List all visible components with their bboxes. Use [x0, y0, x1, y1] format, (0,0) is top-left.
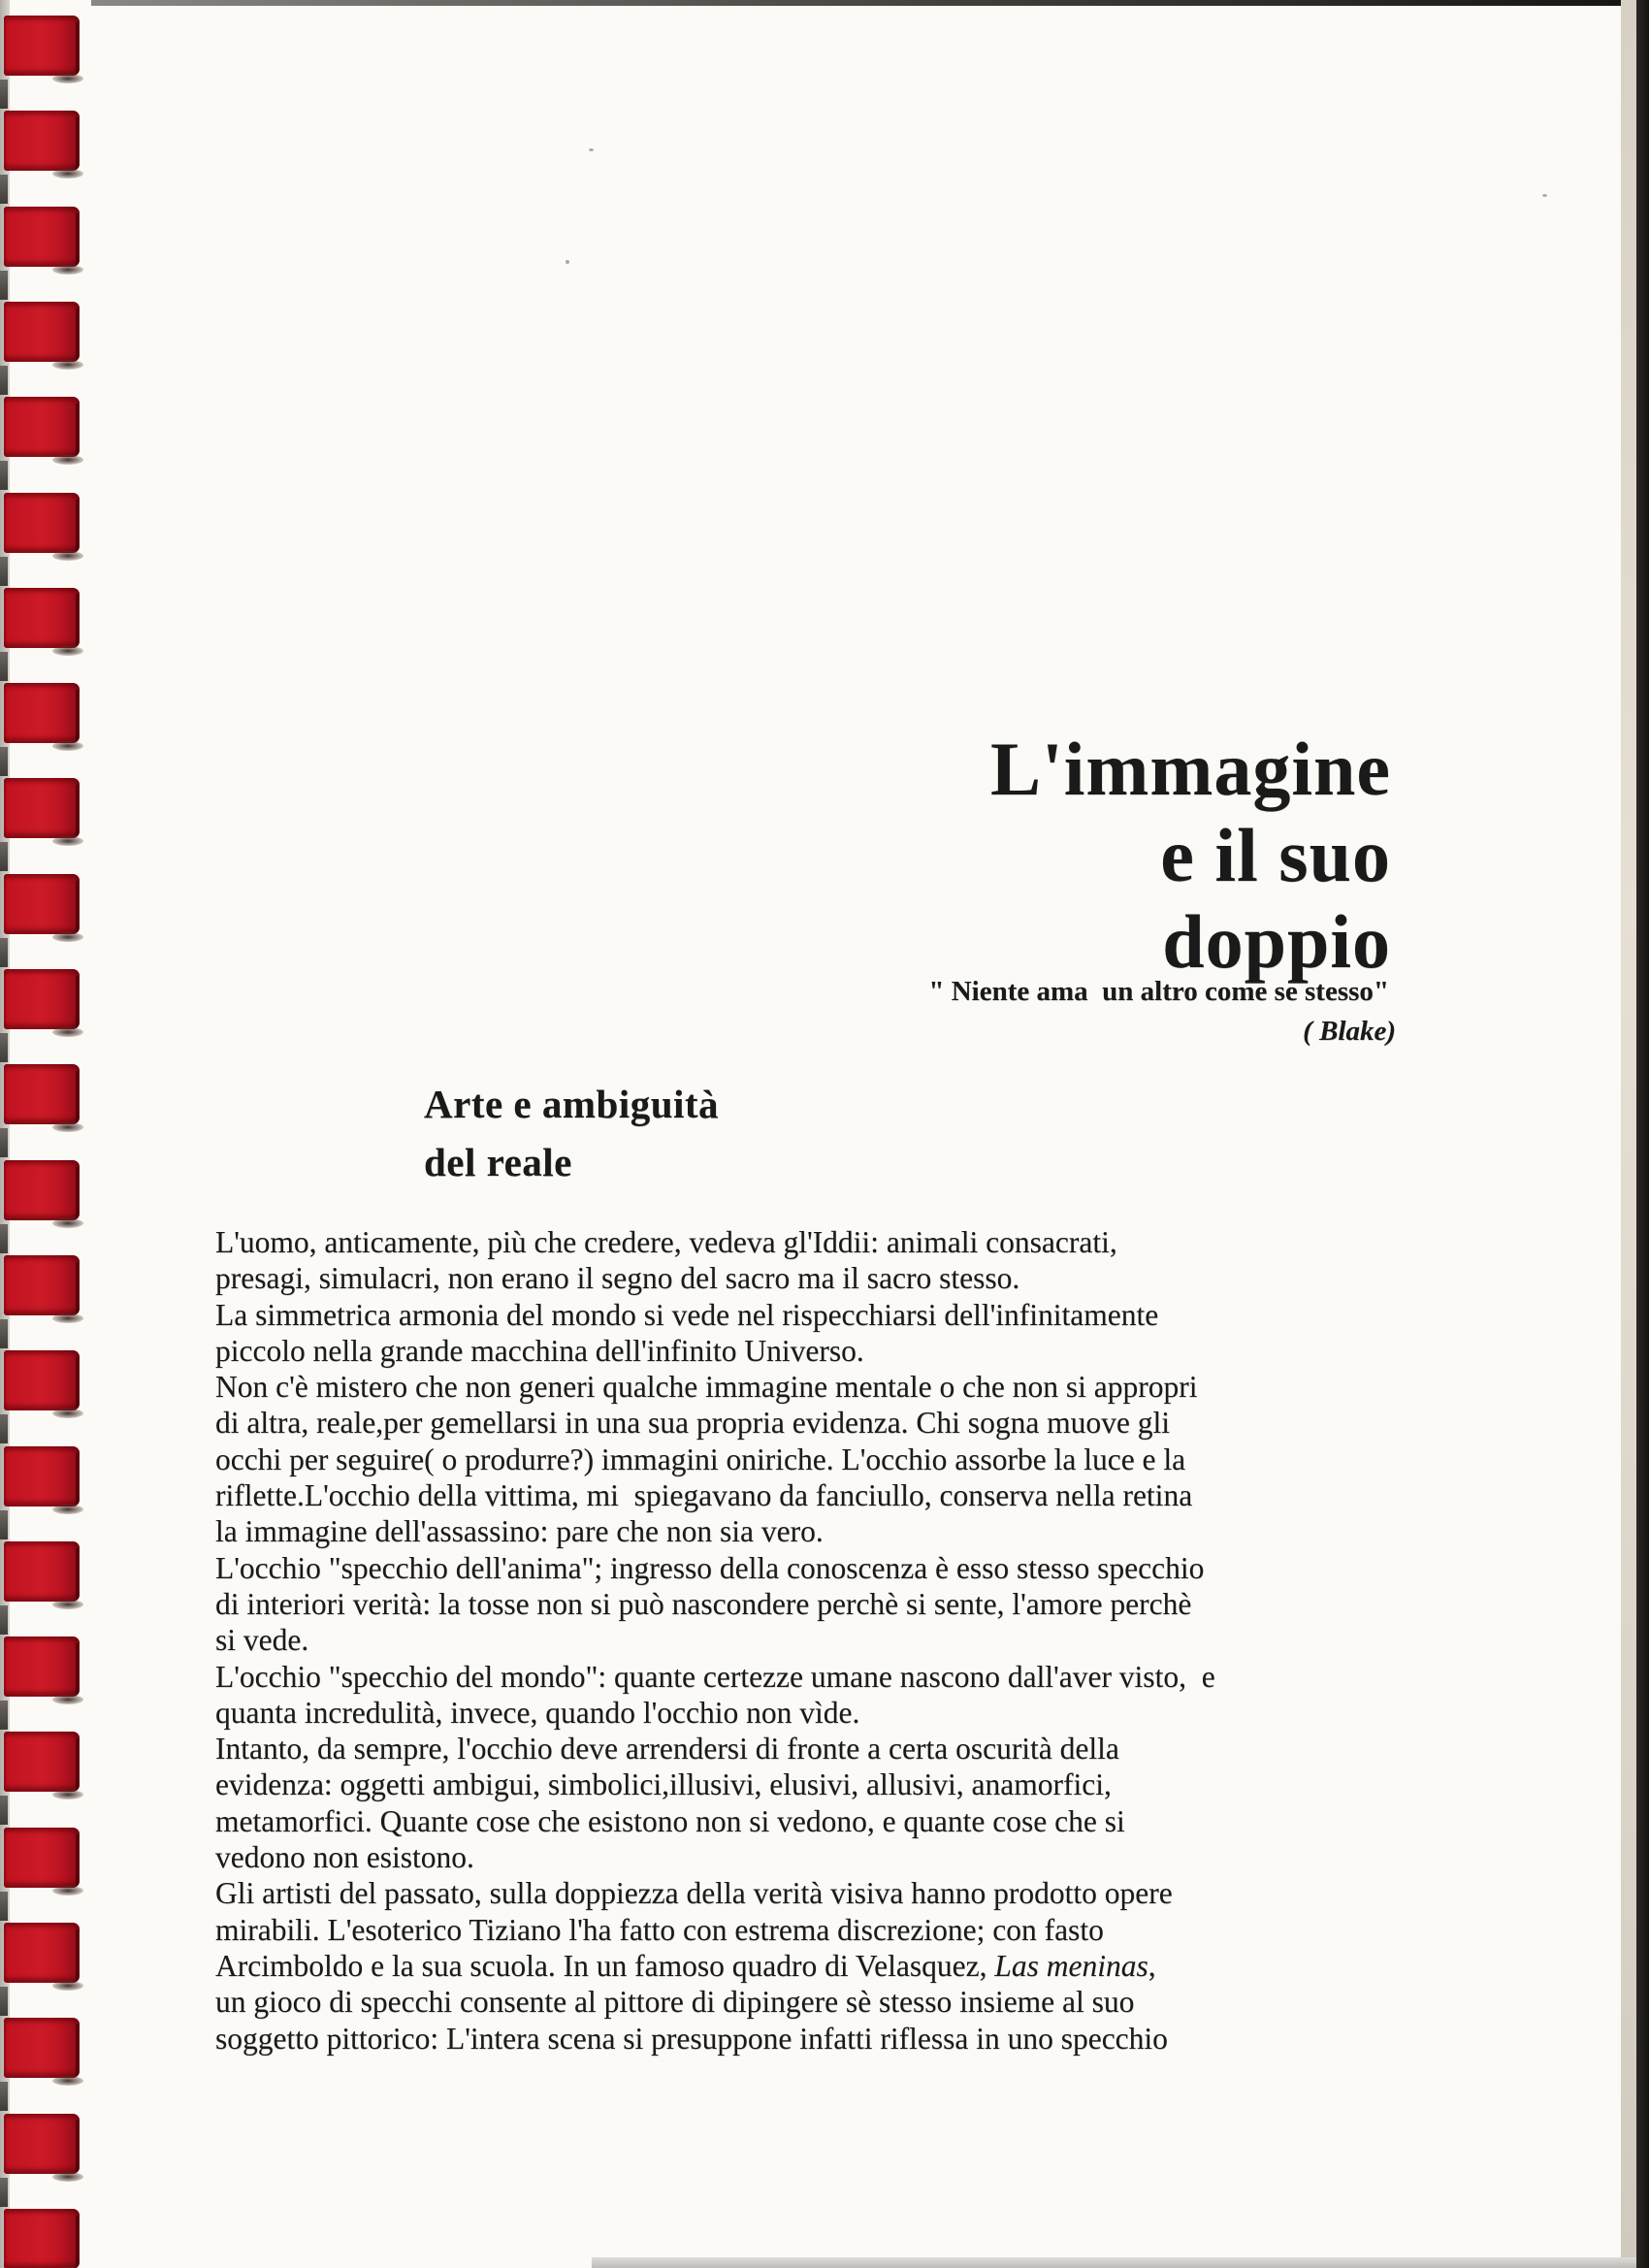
binding-spine-stub	[0, 175, 8, 204]
scan-edge-top	[91, 0, 1649, 6]
body-line: soggetto pittorico: L'intera scena si presuppone infatti riflessa in uno specchio	[215, 2021, 1168, 2056]
binding-spine-stub	[0, 1796, 8, 1825]
binding-spine-stub	[0, 1033, 8, 1062]
binding-tooth	[4, 1541, 80, 1602]
body-line: Gli artisti del passato, sulla doppiezza della verità visiva hanno prodotto opere	[215, 1876, 1173, 1911]
body-line: Intanto, da sempre, l'occhio deve arrendersi di fronte a certa oscurità della	[215, 1732, 1119, 1766]
body-line: mirabili. L'esoterico Tiziano l'ha fatto con estrema discrezione; con fasto	[215, 1912, 1104, 1947]
dust-speck	[589, 148, 594, 151]
binding-tooth	[4, 2114, 80, 2174]
binding-tooth	[4, 588, 80, 648]
binding-tooth	[4, 1828, 80, 1888]
title-line-2: e il suo	[1160, 813, 1391, 897]
body-line: L'occhio "specchio del mondo": quante certezze umane nascono dall'aver visto, e	[215, 1659, 1215, 1694]
page-title	[990, 726, 1391, 985]
binding-tooth	[4, 1636, 80, 1697]
binding-tooth	[4, 302, 80, 362]
binding-tooth	[4, 1160, 80, 1220]
binding-spine-stub	[0, 271, 8, 300]
binding-tooth	[4, 1064, 80, 1124]
binding-tooth	[4, 1732, 80, 1792]
body-line: Non c'è mistero che non generi qualche immagine mentale o che non si appropri	[215, 1370, 1198, 1405]
binding-tooth	[4, 778, 80, 838]
binding-spine-stub	[0, 842, 8, 871]
body-line: Arcimboldo e la sua scuola. In un famoso quadro di Velasquez, Las meninas,	[215, 1948, 1156, 1983]
title-line-1: L'immagine	[990, 727, 1391, 811]
binding-tooth	[4, 683, 80, 743]
scan-edge-right	[1636, 0, 1649, 2268]
section-heading-line-2: del reale	[424, 1140, 572, 1184]
binding-spine-stub	[0, 80, 8, 109]
binding-spine-stub	[0, 1987, 8, 2016]
body-line: vedono non esistono.	[215, 1840, 474, 1875]
binding-spine-stub	[0, 1319, 8, 1348]
body-line: metamorfici. Quante cose che esistono non si vedono, e quante cose che si	[215, 1803, 1125, 1838]
dust-speck	[1542, 194, 1547, 197]
binding-tooth	[4, 2209, 80, 2268]
binding-tooth	[4, 1350, 80, 1410]
binding-tooth	[4, 207, 80, 267]
binding-tooth	[4, 1923, 80, 1983]
body-line: di interiori verità: la tosse non si può nascondere perchè si sente, l'amore perchè	[215, 1586, 1192, 1621]
binding-spine-stub	[0, 1414, 8, 1443]
binding-spine-stub	[0, 1510, 8, 1539]
binding-tooth	[4, 2018, 80, 2078]
binding-spine-stub	[0, 557, 8, 586]
binding-spine-stub	[0, 747, 8, 776]
body-line: evidenza: oggetti ambigui, simbolici,illusivi, elusivi, allusivi, anamorfici,	[215, 1767, 1112, 1802]
binding-spine-stub	[0, 1224, 8, 1253]
binding-tooth	[4, 493, 80, 553]
body-text	[215, 1224, 1215, 2057]
binding-spine-stub	[0, 2178, 8, 2207]
epigraph-quote: " Niente ama un altro come se stesso"	[928, 976, 1389, 1007]
body-line: si vede.	[215, 1623, 309, 1658]
body-line: occhi per seguire( o produrre?) immagini oniriche. L'occhio assorbe la luce e la	[215, 1442, 1186, 1476]
binding-tooth	[4, 16, 80, 76]
scan-edge-bottom	[592, 2257, 1636, 2268]
binding-tooth	[4, 1446, 80, 1507]
section-heading	[424, 1075, 719, 1191]
binding-tooth	[4, 111, 80, 171]
section-heading-line-1: Arte e ambiguità	[424, 1082, 720, 1126]
body-line: L'occhio "specchio dell'anima"; ingresso della conoscenza è esso stesso specchio	[215, 1550, 1205, 1585]
body-line: piccolo nella grande macchina dell'infinito Universo.	[215, 1333, 864, 1368]
dust-speck	[566, 260, 569, 264]
binding-spine-stub	[0, 1892, 8, 1921]
binding-spine-stub	[0, 2082, 8, 2111]
binding-spine-stub	[0, 938, 8, 967]
binding-tooth	[4, 397, 80, 457]
binding-spine-stub	[0, 1605, 8, 1635]
binding-spine-stub	[0, 366, 8, 395]
binding-spine-stub	[0, 461, 8, 490]
body-line: un gioco di specchi consente al pittore di dipingere sè stesso insieme al suo	[215, 1985, 1135, 2020]
body-line: quanta incredulità, invece, quando l'occhio non vìde.	[215, 1695, 860, 1730]
binding-spine-stub	[0, 652, 8, 681]
binding-spine-stub	[0, 1128, 8, 1157]
body-line: La simmetrica armonia del mondo si vede nel rispecchiarsi dell'infinitamente	[215, 1297, 1159, 1332]
body-line: di altra, reale,per gemellarsi in una sua propria evidenza. Chi sogna muove gli	[215, 1406, 1171, 1441]
binding-spine-stub	[0, 1701, 8, 1730]
title-line-3: doppio	[1162, 899, 1391, 984]
body-line: presagi, simulacri, non erano il segno del sacro ma il sacro stesso.	[215, 1261, 1020, 1296]
binding-tooth	[4, 874, 80, 934]
body-line: L'uomo, anticamente, più che credere, vedeva gl'Iddii: animali consacrati,	[215, 1225, 1117, 1259]
body-line: riflette.L'occhio della vittima, mi spiegavano da fanciullo, conserva nella retina	[215, 1478, 1193, 1513]
binding-tooth	[4, 969, 80, 1029]
scan-edge-right-beige	[1621, 0, 1636, 2268]
body-line: la immagine dell'assassino: pare che non sia vero.	[215, 1514, 824, 1549]
quote-attribution: ( Blake)	[1303, 1016, 1396, 1047]
binding-tooth	[4, 1255, 80, 1315]
